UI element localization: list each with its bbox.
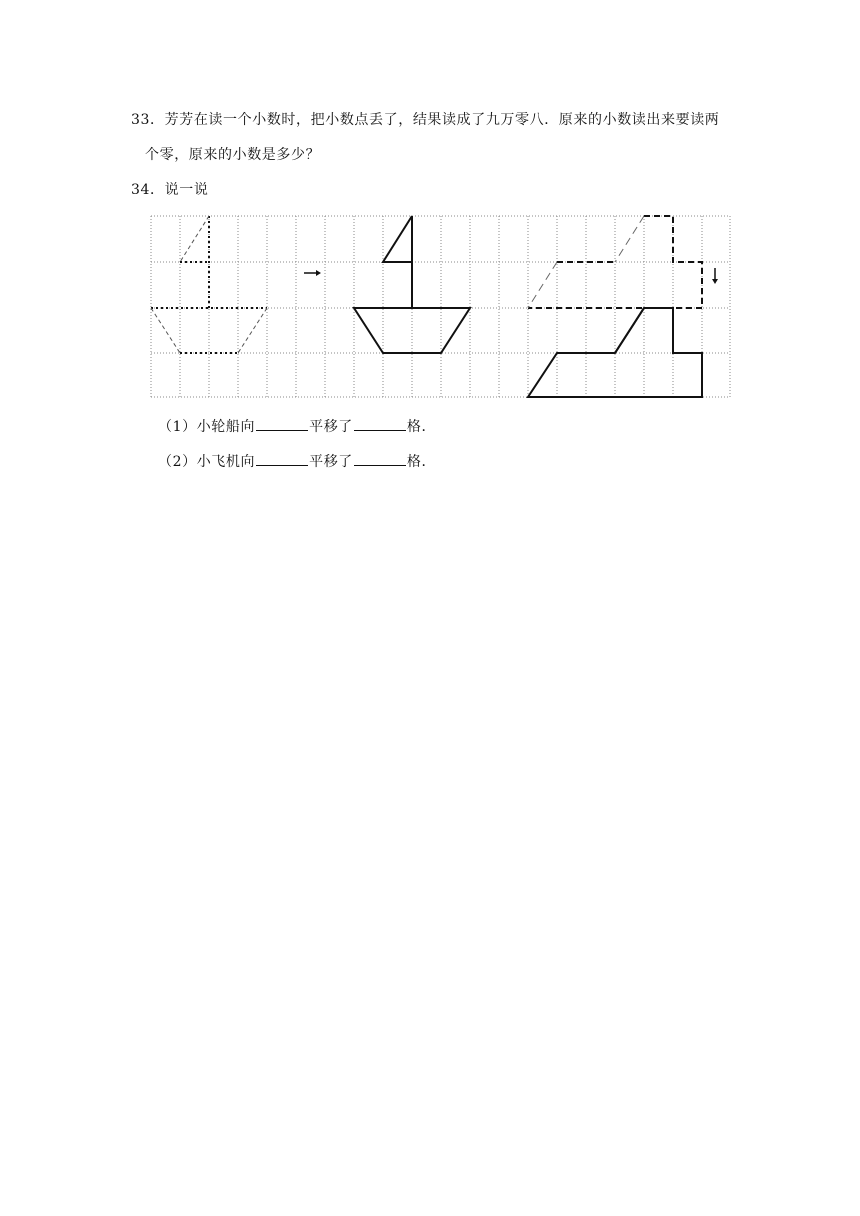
sub1-suffix: 格． — [406, 419, 437, 435]
translation-grid-figure — [150, 215, 732, 399]
sub1-direction-blank[interactable] — [256, 416, 308, 431]
question-33-text-line2: 个零，原来的小数是多少？ — [145, 147, 321, 163]
question-34-title: 34．说一说 — [131, 182, 209, 198]
grid-lines — [151, 216, 730, 397]
sub2-middle: 平移了 — [309, 454, 353, 470]
boat-translated-solid — [354, 216, 470, 353]
arrow-down-icon — [712, 268, 718, 284]
sub2-direction-blank[interactable] — [256, 451, 308, 466]
sub2-count-blank[interactable] — [354, 451, 406, 466]
sub2-suffix: 格． — [406, 454, 437, 470]
boat-original-dotted — [151, 216, 267, 353]
sub-question-1 — [158, 416, 436, 437]
sub1-prefix: （1）小轮船向 — [158, 419, 256, 435]
arrow-right-icon — [304, 270, 321, 276]
sub-question-2 — [158, 451, 436, 472]
sub2-prefix: （2）小飞机向 — [158, 454, 256, 470]
sub1-middle: 平移了 — [309, 419, 353, 435]
question-33-text-line1: 33．芳芳在读一个小数时，把小数点丢了，结果读成了九万零八．原来的小数读出来要读两 — [131, 112, 720, 128]
sub1-count-blank[interactable] — [354, 416, 406, 431]
